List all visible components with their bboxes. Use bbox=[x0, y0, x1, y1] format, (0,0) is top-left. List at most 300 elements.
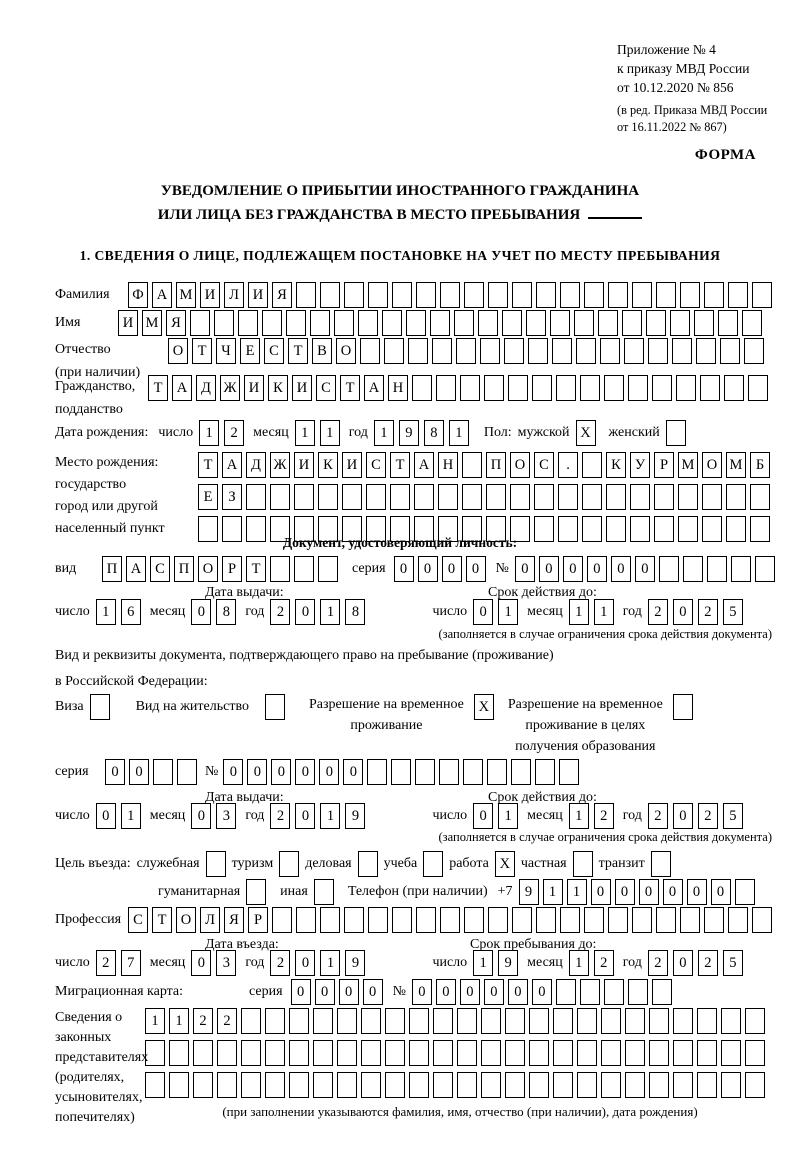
char-cell[interactable]: Т bbox=[340, 375, 360, 401]
char-cell[interactable] bbox=[310, 310, 330, 336]
char-cell[interactable]: 1 bbox=[320, 599, 340, 625]
char-cell[interactable]: 2 bbox=[698, 950, 718, 976]
char-cell[interactable]: К bbox=[318, 452, 338, 478]
char-cell[interactable]: 1 bbox=[199, 420, 219, 446]
char-cell[interactable] bbox=[145, 1072, 165, 1098]
char-cell[interactable]: X bbox=[576, 420, 596, 446]
char-cell[interactable] bbox=[505, 1072, 525, 1098]
char-cell[interactable] bbox=[320, 282, 340, 308]
char-cell[interactable] bbox=[721, 1072, 741, 1098]
char-cell[interactable] bbox=[436, 375, 456, 401]
char-cell[interactable]: А bbox=[414, 452, 434, 478]
char-cell[interactable]: Л bbox=[224, 282, 244, 308]
char-cell[interactable] bbox=[582, 452, 602, 478]
char-cell[interactable] bbox=[460, 375, 480, 401]
char-cell[interactable] bbox=[731, 556, 751, 582]
char-cell[interactable] bbox=[457, 1008, 477, 1034]
char-cell[interactable] bbox=[678, 484, 698, 510]
char-cell[interactable] bbox=[344, 907, 364, 933]
char-cell[interactable] bbox=[556, 979, 576, 1005]
char-cell[interactable]: 1 bbox=[594, 599, 614, 625]
char-cell[interactable]: О bbox=[198, 556, 218, 582]
char-cell[interactable]: А bbox=[222, 452, 242, 478]
char-cell[interactable] bbox=[649, 1040, 669, 1066]
char-cell[interactable]: 1 bbox=[320, 950, 340, 976]
char-cell[interactable] bbox=[342, 484, 362, 510]
char-cell[interactable] bbox=[265, 694, 285, 720]
char-cell[interactable] bbox=[683, 556, 703, 582]
char-cell[interactable]: 0 bbox=[129, 759, 149, 785]
char-cell[interactable] bbox=[361, 1040, 381, 1066]
char-cell[interactable] bbox=[481, 1072, 501, 1098]
char-cell[interactable] bbox=[392, 907, 412, 933]
char-cell[interactable] bbox=[680, 907, 700, 933]
char-cell[interactable]: 3 bbox=[216, 803, 236, 829]
char-cell[interactable] bbox=[666, 420, 686, 446]
char-cell[interactable] bbox=[721, 1008, 741, 1034]
char-cell[interactable]: 5 bbox=[723, 803, 743, 829]
char-cell[interactable] bbox=[294, 556, 314, 582]
char-cell[interactable] bbox=[440, 907, 460, 933]
char-cell[interactable] bbox=[697, 1072, 717, 1098]
char-cell[interactable]: 0 bbox=[539, 556, 559, 582]
char-cell[interactable] bbox=[726, 484, 746, 510]
char-cell[interactable] bbox=[265, 1072, 285, 1098]
char-cell[interactable] bbox=[577, 1072, 597, 1098]
char-cell[interactable] bbox=[628, 979, 648, 1005]
char-cell[interactable] bbox=[438, 484, 458, 510]
char-cell[interactable]: А bbox=[172, 375, 192, 401]
char-cell[interactable]: 9 bbox=[399, 420, 419, 446]
char-cell[interactable] bbox=[486, 484, 506, 510]
char-cell[interactable] bbox=[552, 338, 572, 364]
char-cell[interactable] bbox=[673, 1040, 693, 1066]
char-cell[interactable]: 0 bbox=[295, 950, 315, 976]
char-cell[interactable]: А bbox=[152, 282, 172, 308]
char-cell[interactable]: С bbox=[264, 338, 284, 364]
char-cell[interactable] bbox=[652, 375, 672, 401]
char-cell[interactable] bbox=[190, 310, 210, 336]
char-cell[interactable] bbox=[488, 282, 508, 308]
char-cell[interactable] bbox=[601, 1008, 621, 1034]
char-cell[interactable]: 0 bbox=[295, 759, 315, 785]
char-cell[interactable]: О bbox=[702, 452, 722, 478]
char-cell[interactable]: 0 bbox=[515, 556, 535, 582]
char-cell[interactable] bbox=[392, 282, 412, 308]
char-cell[interactable] bbox=[153, 759, 173, 785]
char-cell[interactable] bbox=[744, 338, 764, 364]
char-cell[interactable]: 0 bbox=[532, 979, 552, 1005]
char-cell[interactable]: У bbox=[630, 452, 650, 478]
char-cell[interactable] bbox=[384, 338, 404, 364]
char-cell[interactable] bbox=[504, 338, 524, 364]
char-cell[interactable] bbox=[206, 851, 226, 877]
char-cell[interactable]: Т bbox=[288, 338, 308, 364]
char-cell[interactable]: 1 bbox=[374, 420, 394, 446]
char-cell[interactable]: 1 bbox=[569, 599, 589, 625]
char-cell[interactable]: Р bbox=[222, 556, 242, 582]
char-cell[interactable] bbox=[745, 1008, 765, 1034]
char-cell[interactable]: 1 bbox=[473, 950, 493, 976]
char-cell[interactable]: С bbox=[128, 907, 148, 933]
char-cell[interactable]: 2 bbox=[224, 420, 244, 446]
char-cell[interactable] bbox=[625, 1072, 645, 1098]
char-cell[interactable]: И bbox=[294, 452, 314, 478]
char-cell[interactable] bbox=[553, 1072, 573, 1098]
char-cell[interactable]: 1 bbox=[169, 1008, 189, 1034]
char-cell[interactable] bbox=[294, 484, 314, 510]
char-cell[interactable] bbox=[608, 907, 628, 933]
char-cell[interactable]: Д bbox=[196, 375, 216, 401]
char-cell[interactable]: X bbox=[474, 694, 494, 720]
char-cell[interactable] bbox=[270, 556, 290, 582]
char-cell[interactable] bbox=[535, 759, 555, 785]
char-cell[interactable] bbox=[576, 338, 596, 364]
char-cell[interactable]: 7 bbox=[121, 950, 141, 976]
char-cell[interactable] bbox=[246, 879, 266, 905]
char-cell[interactable]: 2 bbox=[96, 950, 116, 976]
char-cell[interactable] bbox=[534, 484, 554, 510]
char-cell[interactable]: П bbox=[174, 556, 194, 582]
char-cell[interactable] bbox=[553, 1008, 573, 1034]
char-cell[interactable] bbox=[265, 1040, 285, 1066]
char-cell[interactable]: 0 bbox=[615, 879, 635, 905]
char-cell[interactable]: 0 bbox=[191, 599, 211, 625]
char-cell[interactable] bbox=[415, 759, 435, 785]
char-cell[interactable] bbox=[409, 1040, 429, 1066]
char-cell[interactable] bbox=[559, 759, 579, 785]
char-cell[interactable]: 0 bbox=[343, 759, 363, 785]
char-cell[interactable] bbox=[337, 1040, 357, 1066]
char-cell[interactable]: 1 bbox=[121, 803, 141, 829]
char-cell[interactable]: Т bbox=[246, 556, 266, 582]
char-cell[interactable] bbox=[574, 310, 594, 336]
char-cell[interactable]: 0 bbox=[711, 879, 731, 905]
char-cell[interactable] bbox=[279, 851, 299, 877]
char-cell[interactable]: Ж bbox=[220, 375, 240, 401]
char-cell[interactable] bbox=[457, 1072, 477, 1098]
char-cell[interactable] bbox=[318, 484, 338, 510]
char-cell[interactable] bbox=[337, 1072, 357, 1098]
char-cell[interactable] bbox=[478, 310, 498, 336]
char-cell[interactable] bbox=[704, 907, 724, 933]
char-cell[interactable]: Т bbox=[390, 452, 410, 478]
char-cell[interactable] bbox=[193, 1040, 213, 1066]
char-cell[interactable] bbox=[601, 1072, 621, 1098]
char-cell[interactable] bbox=[488, 907, 508, 933]
char-cell[interactable] bbox=[360, 338, 380, 364]
char-cell[interactable] bbox=[423, 851, 443, 877]
char-cell[interactable]: О bbox=[176, 907, 196, 933]
char-cell[interactable]: М bbox=[678, 452, 698, 478]
char-cell[interactable]: 0 bbox=[191, 950, 211, 976]
char-cell[interactable] bbox=[622, 310, 642, 336]
char-cell[interactable] bbox=[694, 310, 714, 336]
char-cell[interactable] bbox=[169, 1040, 189, 1066]
char-cell[interactable] bbox=[742, 310, 762, 336]
char-cell[interactable] bbox=[624, 338, 644, 364]
char-cell[interactable] bbox=[262, 310, 282, 336]
char-cell[interactable] bbox=[313, 1040, 333, 1066]
char-cell[interactable] bbox=[193, 1072, 213, 1098]
char-cell[interactable] bbox=[484, 375, 504, 401]
char-cell[interactable] bbox=[558, 484, 578, 510]
char-cell[interactable]: К bbox=[606, 452, 626, 478]
char-cell[interactable]: О bbox=[510, 452, 530, 478]
char-cell[interactable] bbox=[409, 1072, 429, 1098]
char-cell[interactable]: М bbox=[726, 452, 746, 478]
char-cell[interactable]: Е bbox=[198, 484, 218, 510]
char-cell[interactable] bbox=[454, 310, 474, 336]
char-cell[interactable]: О bbox=[168, 338, 188, 364]
char-cell[interactable]: 1 bbox=[498, 599, 518, 625]
char-cell[interactable] bbox=[580, 375, 600, 401]
char-cell[interactable] bbox=[632, 282, 652, 308]
char-cell[interactable]: Я bbox=[272, 282, 292, 308]
char-cell[interactable]: 5 bbox=[723, 950, 743, 976]
char-cell[interactable] bbox=[673, 1008, 693, 1034]
char-cell[interactable] bbox=[604, 979, 624, 1005]
char-cell[interactable] bbox=[358, 310, 378, 336]
char-cell[interactable]: 2 bbox=[648, 950, 668, 976]
char-cell[interactable]: 8 bbox=[424, 420, 444, 446]
char-cell[interactable]: X bbox=[495, 851, 515, 877]
char-cell[interactable] bbox=[412, 375, 432, 401]
char-cell[interactable]: 1 bbox=[567, 879, 587, 905]
char-cell[interactable]: Ч bbox=[216, 338, 236, 364]
char-cell[interactable]: И bbox=[292, 375, 312, 401]
char-cell[interactable] bbox=[505, 1040, 525, 1066]
char-cell[interactable]: 1 bbox=[569, 950, 589, 976]
char-cell[interactable]: 0 bbox=[271, 759, 291, 785]
char-cell[interactable]: Л bbox=[200, 907, 220, 933]
char-cell[interactable] bbox=[512, 907, 532, 933]
char-cell[interactable] bbox=[550, 310, 570, 336]
char-cell[interactable] bbox=[296, 282, 316, 308]
char-cell[interactable] bbox=[177, 759, 197, 785]
char-cell[interactable] bbox=[508, 375, 528, 401]
char-cell[interactable] bbox=[704, 282, 724, 308]
char-cell[interactable] bbox=[536, 907, 556, 933]
char-cell[interactable]: 0 bbox=[295, 803, 315, 829]
char-cell[interactable] bbox=[416, 907, 436, 933]
char-cell[interactable]: И bbox=[342, 452, 362, 478]
char-cell[interactable] bbox=[735, 879, 755, 905]
char-cell[interactable] bbox=[601, 1040, 621, 1066]
char-cell[interactable] bbox=[600, 338, 620, 364]
char-cell[interactable]: К bbox=[268, 375, 288, 401]
char-cell[interactable] bbox=[433, 1072, 453, 1098]
char-cell[interactable] bbox=[169, 1072, 189, 1098]
char-cell[interactable] bbox=[337, 1008, 357, 1034]
char-cell[interactable] bbox=[481, 1008, 501, 1034]
char-cell[interactable]: А bbox=[126, 556, 146, 582]
char-cell[interactable]: 0 bbox=[484, 979, 504, 1005]
char-cell[interactable]: 2 bbox=[594, 950, 614, 976]
char-cell[interactable] bbox=[670, 310, 690, 336]
char-cell[interactable] bbox=[560, 907, 580, 933]
char-cell[interactable] bbox=[391, 759, 411, 785]
char-cell[interactable] bbox=[630, 484, 650, 510]
char-cell[interactable] bbox=[659, 556, 679, 582]
char-cell[interactable]: 9 bbox=[345, 950, 365, 976]
char-cell[interactable] bbox=[553, 1040, 573, 1066]
char-cell[interactable] bbox=[536, 282, 556, 308]
char-cell[interactable]: 2 bbox=[648, 803, 668, 829]
char-cell[interactable] bbox=[246, 484, 266, 510]
char-cell[interactable] bbox=[526, 310, 546, 336]
char-cell[interactable]: 1 bbox=[295, 420, 315, 446]
char-cell[interactable]: 2 bbox=[698, 803, 718, 829]
char-cell[interactable]: 5 bbox=[723, 599, 743, 625]
char-cell[interactable]: 1 bbox=[498, 803, 518, 829]
char-cell[interactable]: 0 bbox=[611, 556, 631, 582]
char-cell[interactable] bbox=[289, 1008, 309, 1034]
char-cell[interactable] bbox=[696, 338, 716, 364]
char-cell[interactable]: 0 bbox=[223, 759, 243, 785]
char-cell[interactable] bbox=[318, 556, 338, 582]
char-cell[interactable] bbox=[456, 338, 476, 364]
char-cell[interactable]: 0 bbox=[639, 879, 659, 905]
char-cell[interactable] bbox=[752, 907, 772, 933]
char-cell[interactable] bbox=[90, 694, 110, 720]
char-cell[interactable]: Я bbox=[166, 310, 186, 336]
char-cell[interactable] bbox=[625, 1008, 645, 1034]
char-cell[interactable] bbox=[532, 375, 552, 401]
char-cell[interactable]: 0 bbox=[587, 556, 607, 582]
char-cell[interactable] bbox=[457, 1040, 477, 1066]
char-cell[interactable]: С bbox=[150, 556, 170, 582]
char-cell[interactable]: И bbox=[244, 375, 264, 401]
char-cell[interactable] bbox=[529, 1008, 549, 1034]
char-cell[interactable]: 1 bbox=[320, 803, 340, 829]
char-cell[interactable]: С bbox=[534, 452, 554, 478]
char-cell[interactable] bbox=[608, 282, 628, 308]
char-cell[interactable]: 0 bbox=[105, 759, 125, 785]
char-cell[interactable]: 0 bbox=[473, 803, 493, 829]
char-cell[interactable] bbox=[748, 375, 768, 401]
char-cell[interactable] bbox=[573, 851, 593, 877]
char-cell[interactable]: 0 bbox=[460, 979, 480, 1005]
char-cell[interactable] bbox=[604, 375, 624, 401]
char-cell[interactable]: 0 bbox=[291, 979, 311, 1005]
char-cell[interactable] bbox=[241, 1072, 261, 1098]
char-cell[interactable] bbox=[728, 907, 748, 933]
char-cell[interactable]: 1 bbox=[543, 879, 563, 905]
char-cell[interactable] bbox=[286, 310, 306, 336]
char-cell[interactable]: . bbox=[558, 452, 578, 478]
char-cell[interactable]: Ф bbox=[128, 282, 148, 308]
char-cell[interactable] bbox=[700, 375, 720, 401]
char-cell[interactable]: 8 bbox=[345, 599, 365, 625]
char-cell[interactable]: 2 bbox=[698, 599, 718, 625]
char-cell[interactable]: Т bbox=[198, 452, 218, 478]
char-cell[interactable] bbox=[606, 484, 626, 510]
char-cell[interactable] bbox=[385, 1072, 405, 1098]
char-cell[interactable]: 0 bbox=[339, 979, 359, 1005]
char-cell[interactable]: В bbox=[312, 338, 332, 364]
char-cell[interactable] bbox=[529, 1040, 549, 1066]
char-cell[interactable] bbox=[512, 282, 532, 308]
char-cell[interactable] bbox=[217, 1040, 237, 1066]
char-cell[interactable]: 2 bbox=[594, 803, 614, 829]
char-cell[interactable] bbox=[390, 484, 410, 510]
char-cell[interactable] bbox=[584, 282, 604, 308]
char-cell[interactable] bbox=[720, 338, 740, 364]
char-cell[interactable]: 0 bbox=[673, 803, 693, 829]
char-cell[interactable]: 1 bbox=[320, 420, 340, 446]
char-cell[interactable] bbox=[416, 282, 436, 308]
char-cell[interactable] bbox=[598, 310, 618, 336]
char-cell[interactable] bbox=[462, 484, 482, 510]
char-cell[interactable] bbox=[408, 338, 428, 364]
char-cell[interactable] bbox=[649, 1008, 669, 1034]
char-cell[interactable]: П bbox=[102, 556, 122, 582]
char-cell[interactable] bbox=[651, 851, 671, 877]
char-cell[interactable]: Н bbox=[388, 375, 408, 401]
char-cell[interactable] bbox=[366, 484, 386, 510]
char-cell[interactable] bbox=[577, 1008, 597, 1034]
char-cell[interactable] bbox=[648, 338, 668, 364]
char-cell[interactable]: 0 bbox=[412, 979, 432, 1005]
char-cell[interactable]: 0 bbox=[295, 599, 315, 625]
char-cell[interactable]: 0 bbox=[319, 759, 339, 785]
char-cell[interactable] bbox=[672, 338, 692, 364]
char-cell[interactable]: 0 bbox=[673, 599, 693, 625]
char-cell[interactable]: И bbox=[200, 282, 220, 308]
char-cell[interactable] bbox=[529, 1072, 549, 1098]
char-cell[interactable]: 1 bbox=[569, 803, 589, 829]
char-cell[interactable]: О bbox=[336, 338, 356, 364]
char-cell[interactable]: 2 bbox=[217, 1008, 237, 1034]
char-cell[interactable] bbox=[414, 484, 434, 510]
char-cell[interactable] bbox=[265, 1008, 285, 1034]
char-cell[interactable] bbox=[344, 282, 364, 308]
char-cell[interactable]: 8 bbox=[216, 599, 236, 625]
char-cell[interactable] bbox=[676, 375, 696, 401]
char-cell[interactable] bbox=[584, 907, 604, 933]
char-cell[interactable] bbox=[580, 979, 600, 1005]
char-cell[interactable] bbox=[528, 338, 548, 364]
char-cell[interactable]: 1 bbox=[145, 1008, 165, 1034]
char-cell[interactable] bbox=[313, 1008, 333, 1034]
char-cell[interactable] bbox=[368, 282, 388, 308]
char-cell[interactable] bbox=[367, 759, 387, 785]
char-cell[interactable] bbox=[654, 484, 674, 510]
char-cell[interactable]: Р bbox=[654, 452, 674, 478]
char-cell[interactable]: 0 bbox=[663, 879, 683, 905]
char-cell[interactable]: И bbox=[118, 310, 138, 336]
char-cell[interactable] bbox=[439, 759, 459, 785]
char-cell[interactable] bbox=[707, 556, 727, 582]
char-cell[interactable] bbox=[510, 484, 530, 510]
char-cell[interactable]: 0 bbox=[418, 556, 438, 582]
char-cell[interactable]: П bbox=[486, 452, 506, 478]
char-cell[interactable]: Б bbox=[750, 452, 770, 478]
char-cell[interactable] bbox=[728, 282, 748, 308]
char-cell[interactable] bbox=[272, 907, 292, 933]
char-cell[interactable] bbox=[577, 1040, 597, 1066]
char-cell[interactable] bbox=[433, 1008, 453, 1034]
char-cell[interactable]: 0 bbox=[394, 556, 414, 582]
char-cell[interactable] bbox=[697, 1008, 717, 1034]
char-cell[interactable] bbox=[625, 1040, 645, 1066]
char-cell[interactable]: Т bbox=[192, 338, 212, 364]
char-cell[interactable]: М bbox=[176, 282, 196, 308]
char-cell[interactable]: М bbox=[142, 310, 162, 336]
char-cell[interactable] bbox=[289, 1072, 309, 1098]
char-cell[interactable]: 9 bbox=[498, 950, 518, 976]
